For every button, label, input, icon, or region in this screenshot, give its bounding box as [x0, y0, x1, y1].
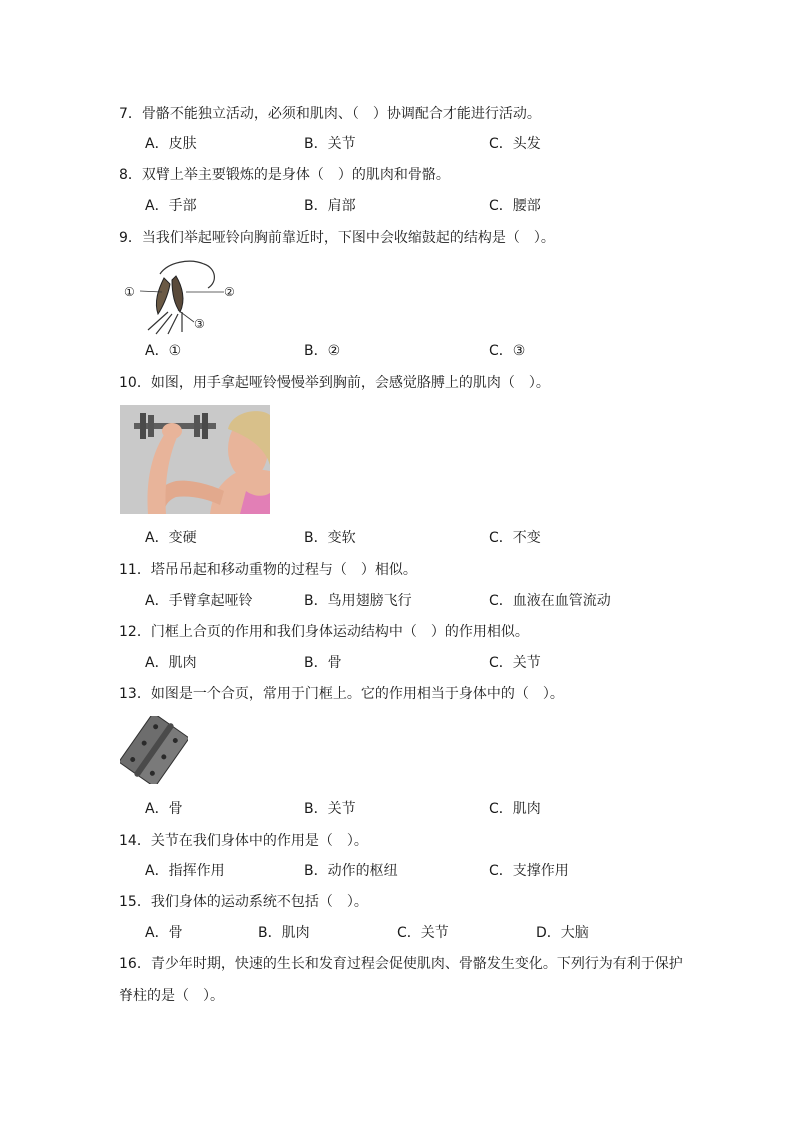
question-9-stem: 9．当我们举起哑铃向胸前靠近时，下图中会收缩鼓起的结构是（ ）。: [119, 230, 555, 246]
arm-muscle-diagram: [120, 256, 240, 336]
q13-option-a: A．骨: [145, 801, 183, 817]
question-15-stem: 15．我们身体的运动系统不包括（ ）。: [119, 894, 368, 910]
q10-option-a: A．变硬: [145, 530, 197, 546]
question-14-stem: 14．关节在我们身体中的作用是（ ）。: [119, 833, 368, 849]
q12-option-c: C．关节: [489, 655, 541, 671]
q9-option-c: C．③: [489, 343, 526, 359]
q14-option-b: B．动作的枢纽: [304, 863, 398, 879]
q14-option-a: A．指挥作用: [145, 863, 225, 879]
dumbbell-photo: [120, 405, 270, 514]
q13-option-b: B．关节: [304, 801, 356, 817]
q8-option-a: A．手部: [145, 198, 197, 214]
q7-option-b: B．关节: [304, 136, 356, 152]
q10-option-b: B．变软: [304, 530, 356, 546]
q14-option-c: C．支撑作用: [489, 863, 569, 879]
question-16-stem-line1: 16．青少年时期，快速的生长和发育过程会促使肌肉、骨骼发生变化。下列行为有利于保护: [119, 956, 683, 972]
q7-option-a: A．皮肤: [145, 136, 197, 152]
q10-option-c: C．不变: [489, 530, 541, 546]
q15-option-a: A．骨: [145, 925, 183, 941]
q12-option-b: B．骨: [304, 655, 342, 671]
q8-option-c: C．腰部: [489, 198, 541, 214]
q15-option-c: C．关节: [397, 925, 449, 941]
q11-option-c: C．血液在血管流动: [489, 593, 611, 609]
question-11-stem: 11．塔吊吊起和移动重物的过程与（ ）相似。: [119, 562, 417, 578]
q7-option-c: C．头发: [489, 136, 541, 152]
q8-option-b: B．肩部: [304, 198, 356, 214]
diagram-label-3: ③: [194, 317, 205, 331]
q11-option-a: A．手臂拿起哑铃: [145, 593, 253, 609]
q9-option-a: A．①: [145, 343, 182, 359]
q13-option-c: C．肌肉: [489, 801, 541, 817]
question-13-stem: 13．如图是一个合页，常用于门框上。它的作用相当于身体中的（ ）。: [119, 686, 564, 702]
question-12-stem: 12．门框上合页的作用和我们身体运动结构中（ ）的作用相似。: [119, 624, 529, 640]
q15-option-b: B．肌肉: [258, 925, 310, 941]
q12-option-a: A．肌肉: [145, 655, 197, 671]
q15-option-d: D．大脑: [536, 925, 589, 941]
diagram-label-1: ①: [124, 285, 135, 299]
question-8-stem: 8．双臂上举主要锻炼的是身体（ ）的肌肉和骨骼。: [119, 167, 450, 183]
question-16-stem-line2: 脊柱的是（ ）。: [119, 988, 224, 1004]
question-10-stem: 10．如图，用手拿起哑铃慢慢举到胸前，会感觉胳膊上的肌肉（ ）。: [119, 375, 550, 391]
q11-option-b: B．鸟用翅膀飞行: [304, 593, 412, 609]
q9-option-b: B．②: [304, 343, 341, 359]
question-7-stem: 7．骨骼不能独立活动，必须和肌肉、（ ）协调配合才能进行活动。: [119, 106, 541, 122]
hinge-photo: [120, 716, 188, 784]
diagram-label-2: ②: [224, 285, 235, 299]
